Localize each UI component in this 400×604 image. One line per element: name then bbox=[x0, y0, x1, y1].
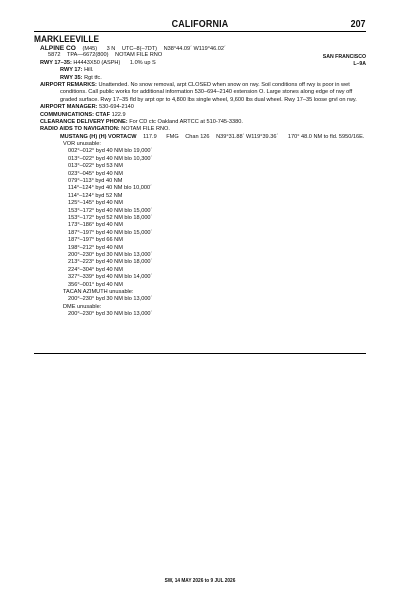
vor-unusable-item: 173°–186° byd 40 NM bbox=[68, 222, 123, 229]
airport-tpa: TPA—6672(800) bbox=[66, 52, 109, 59]
runway-end-text: Rgt tfc. bbox=[84, 74, 102, 81]
vortac-line bbox=[40, 134, 370, 141]
city-name: MARKLEEVILLE bbox=[34, 34, 100, 45]
navaids-notam: NOTAM FILE RNO. bbox=[121, 126, 170, 133]
vortac-chan: Chan 126 bbox=[185, 133, 210, 140]
remarks-label: AIRPORT REMARKS: bbox=[40, 81, 97, 88]
vor-unusable-item: 114°–124° byd 52 NM bbox=[68, 192, 123, 199]
runway-slope: 1.0% up S bbox=[129, 59, 156, 66]
ctaf-freq: 122.9 bbox=[111, 111, 126, 118]
vor-unusable-item: 114°–124° byd 40 NM blo 10,000´ bbox=[68, 185, 152, 192]
navaids-label: RADIO AIDS TO NAVIGATION: bbox=[40, 126, 120, 133]
tacan-unusable-item: 200°–230° byd 30 NM blo 13,000´ bbox=[68, 296, 153, 303]
runway-end-17 bbox=[40, 67, 370, 74]
remarks-line-3: graded surface. Rwy 17–35 fld by arpt opr to 4,800 lbs single wheel, 9,600 lbs dual wheel. Rwy 17–35 loose grvl on rwy. bbox=[60, 96, 357, 103]
vor-unusable-label: VOR unusable: bbox=[63, 141, 101, 148]
vortac-coords: N39°31.88´ W119°39.36´ bbox=[216, 133, 279, 140]
effective-dates: SW, 14 MAY 2026 to 9 JUL 2026 bbox=[164, 578, 236, 584]
vor-unusable-item: 023°–045° byd 40 NM bbox=[68, 170, 123, 177]
manager-line bbox=[40, 104, 370, 111]
manager-label: AIRPORT MANAGER: bbox=[40, 104, 98, 111]
tacan-unusable-label: TACAN AZIMUTH unusable: bbox=[63, 288, 134, 295]
vortac-bearing: 170° 48.0 NM to fld. 5950/16E. bbox=[287, 133, 365, 140]
vor-unusable-item: 079°–113° byd 40 NM bbox=[68, 178, 123, 185]
airport-ident: (M45) bbox=[82, 46, 98, 52]
vor-unusable-item: 213°–223° byd 40 NM blo 18,000´ bbox=[68, 259, 153, 266]
airport-coords: N38°44.09´ W119°46.02´ bbox=[163, 46, 226, 52]
runway-end-label: RWY 35: bbox=[60, 74, 83, 81]
comms-label: COMMUNICATIONS: CTAF bbox=[40, 111, 111, 118]
runway-end-label: RWY 17: bbox=[60, 67, 83, 74]
airport-notam: NOTAM FILE RNO bbox=[115, 52, 163, 59]
vor-unusable-item: 200°–230° byd 30 NM blo 13,000´ bbox=[68, 251, 153, 258]
vor-unusable-item: 224°–304° byd 40 NM bbox=[68, 266, 123, 273]
runway-end-text: Hill. bbox=[84, 67, 94, 74]
vortac-freq: 117.9 bbox=[143, 133, 157, 140]
chart-region: SAN FRANCISCO bbox=[322, 54, 366, 60]
entry-end-divider bbox=[34, 353, 366, 354]
clearance-label: CLEARANCE DELIVERY PHONE: bbox=[40, 118, 128, 125]
dme-unusable-item: 200°–230° byd 30 NM blo 13,000´ bbox=[68, 311, 153, 318]
vor-unusable-list bbox=[40, 148, 370, 288]
airport-elevation: 5872 bbox=[48, 52, 61, 59]
dme-unusable-label: DME unusable: bbox=[63, 303, 102, 310]
airport-name: ALPINE CO bbox=[40, 45, 76, 52]
airport-elev-line bbox=[40, 52, 370, 59]
vor-unusable-item: 187°–197° byd 40 NM blo 15,000´ bbox=[68, 229, 153, 236]
comms-line bbox=[40, 112, 370, 119]
remarks-line-1 bbox=[40, 82, 370, 89]
clearance-line bbox=[40, 119, 370, 126]
vor-unusable-item: 002°–012° byd 40 NM blo 19,000´ bbox=[68, 148, 153, 155]
vortac-label: MUSTANG (H) (H) VORTACW bbox=[60, 133, 137, 140]
remarks-line-2: conditions. Call public works for additional information 530–694–2140 extension O. Large stones along edge of rwy off bbox=[60, 89, 353, 96]
vor-unusable-item: 125°–145° byd 40 NM bbox=[68, 200, 123, 207]
chart-panel: L–9A bbox=[353, 61, 366, 67]
vor-unusable-item: 187°–197° byd 66 NM bbox=[68, 237, 123, 244]
page-state-title: CALIFORNIA bbox=[171, 18, 229, 30]
manager-phone: 530-694-2140 bbox=[99, 104, 134, 111]
runway-spec: H4443X50 (ASPH) bbox=[73, 59, 121, 66]
page-number: 207 bbox=[351, 18, 366, 30]
vor-unusable-item: 153°–172° byd 40 NM blo 15,000´ bbox=[68, 207, 153, 214]
remarks-text: Unattended. No snow removal, arpt CLOSED when snow on rwy. Soil conditions off rwy is poor in wet bbox=[98, 81, 350, 88]
runway-label: RWY 17–35: bbox=[40, 59, 72, 66]
airport-location: 3 N bbox=[106, 46, 116, 52]
airport-entry bbox=[40, 45, 370, 318]
clearance-text: For CD ctc Oakland ARTCC at 510-745-3380. bbox=[129, 118, 243, 125]
navaids-line bbox=[40, 126, 370, 133]
vor-unusable-item: 356°–001° byd 40 NM bbox=[68, 281, 123, 288]
airport-header-line bbox=[40, 45, 370, 52]
top-divider bbox=[34, 31, 366, 32]
runway-end-35 bbox=[40, 75, 370, 82]
vortac-id: FMG bbox=[166, 133, 179, 140]
vor-unusable-item: 013°–022° byd 53 NM bbox=[68, 163, 123, 170]
vor-unusable-item: 013°–022° byd 40 NM blo 10,300´ bbox=[68, 155, 153, 162]
airport-utc: UTC–8(–7DT) bbox=[121, 46, 158, 52]
vor-unusable-item: 153°–172° byd 52 NM blo 18,000´ bbox=[68, 214, 153, 221]
vor-unusable-item: 198°–212° byd 40 NM bbox=[68, 244, 123, 251]
vor-unusable-item: 327°–339° byd 40 NM blo 14,000´ bbox=[68, 274, 153, 281]
runway-line bbox=[40, 60, 370, 67]
